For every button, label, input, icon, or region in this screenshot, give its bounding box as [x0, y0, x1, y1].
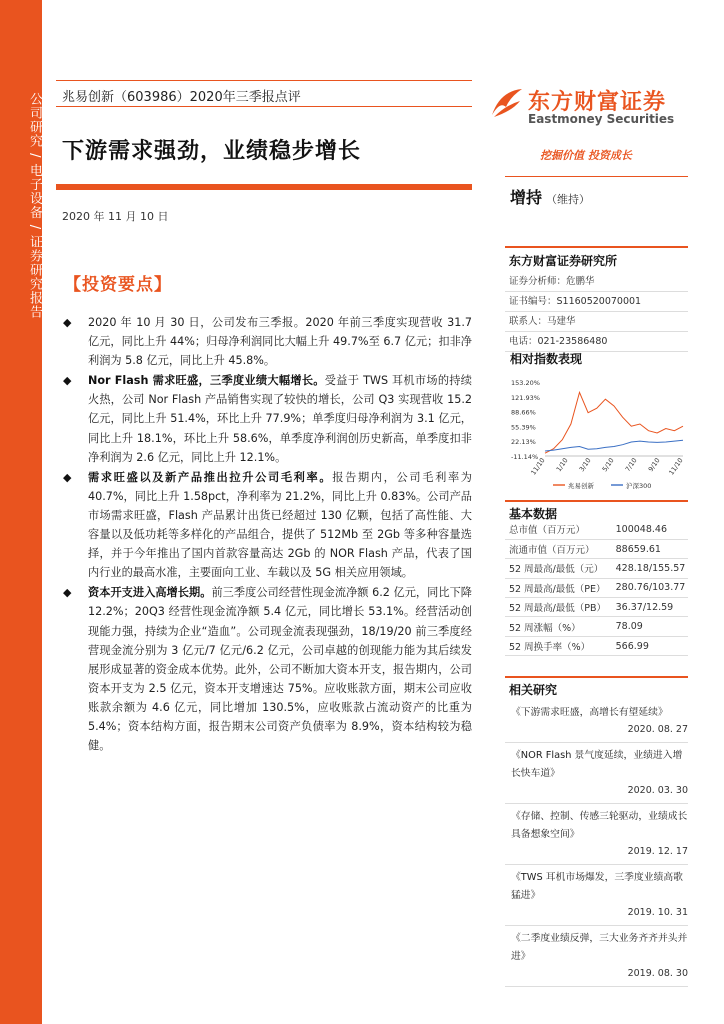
rating-label: 增持 [510, 188, 543, 207]
basic-data-table [505, 520, 688, 656]
y-tick-label: 55.39% [511, 423, 536, 432]
bullet-item [62, 583, 472, 755]
basic-data-value: 88659.61 [610, 539, 688, 558]
basic-data-row [505, 578, 688, 597]
basic-data-label: 52 周换手率（%） [505, 636, 610, 655]
y-tick-label: 22.13% [511, 438, 536, 447]
x-tick-label: 3/10 [577, 456, 593, 474]
bullet-bold: 需求旺盛以及新产品推出拉升公司毛利率。 [88, 470, 333, 484]
bullet-text: 前三季度公司经营性现金流净额 6.2 亿元，同比下降 12.2%；20Q3 经营性现金流净额 5.4 亿元，同比增长 53.1%。经营活动创现能力强，持续为企业“造血”。公司现金流表现强劲，18/19/20 前三季度经营现金流分别为 3 亿元/7 亿元/6.2 亿元，公司卓越的创现能力能为其后续发展形成显著的资金成本优势。此外，公司不断加大资本开支，报告期内，公司资本开支为 2.5 亿元，资本开支增速达 75%。应收账款方面，期末公司应收账款余额为 4.6 亿元，同比增加 130.5%，应收账款占流动资产的比重为 5.4%；资本结构方面，报告期末公司资产负债率为 8.9%，资本结构较为稳健。 [88, 586, 472, 753]
bullet-text: 2020 年 10 月 30 日，公司发布三季报。2020 年前三季度实现营收 31.7 亿元，同比上升 44%；归母净利润同比大幅上升 49.7%至 6.7 亿元；扣非净利润为 5.8 亿元，同比上升 45.8%。 [88, 316, 472, 368]
company-logo [490, 85, 680, 129]
basic-data-row [505, 598, 688, 617]
diamond-icon: ◆ [63, 316, 72, 329]
research-item-date: 2019. 12. 17 [505, 844, 688, 865]
logo-chinese: 东方财富证券 [528, 90, 667, 115]
diamond-icon: ◆ [63, 470, 72, 484]
institute-name: 东方财富证券研究所 [509, 254, 618, 268]
research-item-date: 2020. 08. 27 [505, 722, 688, 743]
basic-data-row [505, 520, 688, 539]
research-item-date: 2019. 08. 30 [505, 966, 688, 987]
title-divider [56, 184, 472, 190]
research-item-title[interactable]: 《TWS 耳机市场爆发，三季度业绩高歌猛进》 [511, 872, 683, 901]
y-tick-label: 121.93% [511, 393, 540, 402]
bullet-item [62, 371, 472, 466]
basic-data-value: 280.76/103.77 [610, 578, 688, 597]
series-line-1 [545, 440, 683, 451]
sidebar [0, 0, 42, 1024]
slogan: 挖掘价值 投资成长 [540, 149, 632, 162]
y-tick-label: 153.20% [511, 379, 540, 387]
research-item-date: 2019. 10. 31 [505, 905, 688, 926]
x-tick-label: 11/10 [529, 456, 547, 477]
basic-data-label: 52 周最高/最低（PE） [505, 578, 610, 597]
research-item-title[interactable]: 《二季度业绩反弹，三大业务齐齐并头并进》 [511, 933, 688, 962]
basic-data-label: 52 周最高/最低（元） [505, 559, 610, 578]
header-top-line [56, 80, 472, 81]
rating-top-line [505, 176, 688, 177]
related-research [505, 676, 688, 991]
bullet-text: 报告期内，公司毛利率为 40.7%，同比上升 1.58pct，净利率为 21.2%，同比上升 0.83%。公司产品市场需求旺盛，Flash 产品累计出货已经超过 130 亿颗，包括了高性能、大容量以及低功耗等多样化的产品组合，提供了 512Mb 至 2Gb 等多种容量选择，并于今年推出了国内首款容量高达 2Gb 的 NOR Flash 产品，代表了国内行业的最高水准，主要面向工业、车载以及 5G 相关应用领域。 [88, 470, 472, 580]
bullet-item [62, 468, 472, 583]
header-bottom-line [56, 106, 472, 107]
cert-number: 证书编号：S1160520070001 [505, 292, 688, 312]
basic-data-header [505, 500, 688, 520]
legend-label: 沪深300 [626, 482, 652, 490]
rating [510, 185, 590, 208]
research-item-title[interactable]: 《下游需求旺盛，高增长有望延续》 [511, 707, 668, 718]
basic-data-row [505, 559, 688, 578]
perf-title: 相对指数表现 [510, 352, 583, 366]
y-tick-label: -11.14% [511, 453, 539, 461]
basic-data-label: 总市值（百万元） [505, 520, 610, 539]
relative-index-chart [505, 368, 688, 496]
x-tick-label: 7/10 [623, 456, 639, 474]
basic-data-row [505, 617, 688, 636]
logo-english: Eastmoney Securities [528, 112, 675, 126]
phone: 电话：021-23586480 [505, 332, 688, 352]
basic-data-row [505, 539, 688, 558]
diamond-icon: ◆ [63, 586, 72, 600]
basic-data-label: 52 周最高/最低（PB） [505, 598, 610, 617]
basic-data-value: 566.99 [610, 636, 688, 655]
report-title: 兆易创新（603986）2020年三季报点评 [62, 90, 301, 105]
institute-block [505, 246, 688, 352]
contact: 联系人：马建华 [505, 312, 688, 332]
analyst: 证券分析师：危鹏华 [505, 272, 688, 292]
section-heading: 【投资要点】 [64, 275, 172, 295]
x-tick-label: 11/10 [667, 456, 685, 477]
basic-data-value: 100048.46 [610, 520, 688, 539]
basic-data-title: 基本数据 [509, 507, 558, 521]
logo-mark-icon [490, 87, 524, 119]
basic-data-row [505, 636, 688, 655]
basic-data-value: 78.09 [610, 617, 688, 636]
y-tick-label: 88.66% [511, 408, 536, 417]
x-tick-label: 9/10 [646, 456, 662, 474]
report-date: 2020 年 11 月 10 日 [62, 210, 169, 223]
key-points [62, 313, 472, 756]
main-title: 下游需求强劲，业绩稳步增长 [62, 139, 362, 164]
bullet-bold: Nor Flash 需求旺盛，三季度业绩大幅增长。 [88, 374, 325, 388]
bullet-item [62, 313, 472, 370]
basic-data-value: 428.18/155.57 [610, 559, 688, 578]
research-title: 相关研究 [509, 683, 558, 697]
bullet-text: 受益于 TWS 耳机市场的持续火热，公司 Nor Flash 产品销售实现了较快的增长，公司 Q3 实现营收 15.2 亿元，同比上升 51.4%，环比上升 77.9%；单季度归母净利润为 3.1 亿元，同比上升 18.1%，环比上升 58.6%，单季度净利润创历史新高，单季度扣非净利润为 2.6 亿元，同比上升 12.1%。 [88, 374, 472, 464]
research-item-title[interactable]: 《NOR Flash 景气度延续，业绩进入增长快车道》 [511, 750, 683, 779]
series-line-0 [545, 392, 683, 453]
x-tick-label: 5/10 [600, 456, 616, 474]
basic-data-label: 52 周涨幅（%） [505, 617, 610, 636]
research-item-title[interactable]: 《存储、控制、传感三轮驱动，业绩成长具备想象空间》 [511, 811, 688, 840]
sidebar-text: 公司研究 / 电子设备 / 证券研究报告 [27, 92, 42, 320]
rating-sub: （维持） [546, 193, 591, 206]
legend-label: 兆易创新 [568, 482, 594, 490]
research-item-date: 2020. 03. 30 [505, 783, 688, 804]
bullet-bold: 资本开支进入高增长期。 [88, 586, 212, 600]
basic-data-value: 36.37/12.59 [610, 598, 688, 617]
x-tick-label: 1/10 [554, 456, 570, 474]
basic-data-label: 流通市值（百万元） [505, 539, 610, 558]
diamond-icon: ◆ [63, 374, 72, 388]
